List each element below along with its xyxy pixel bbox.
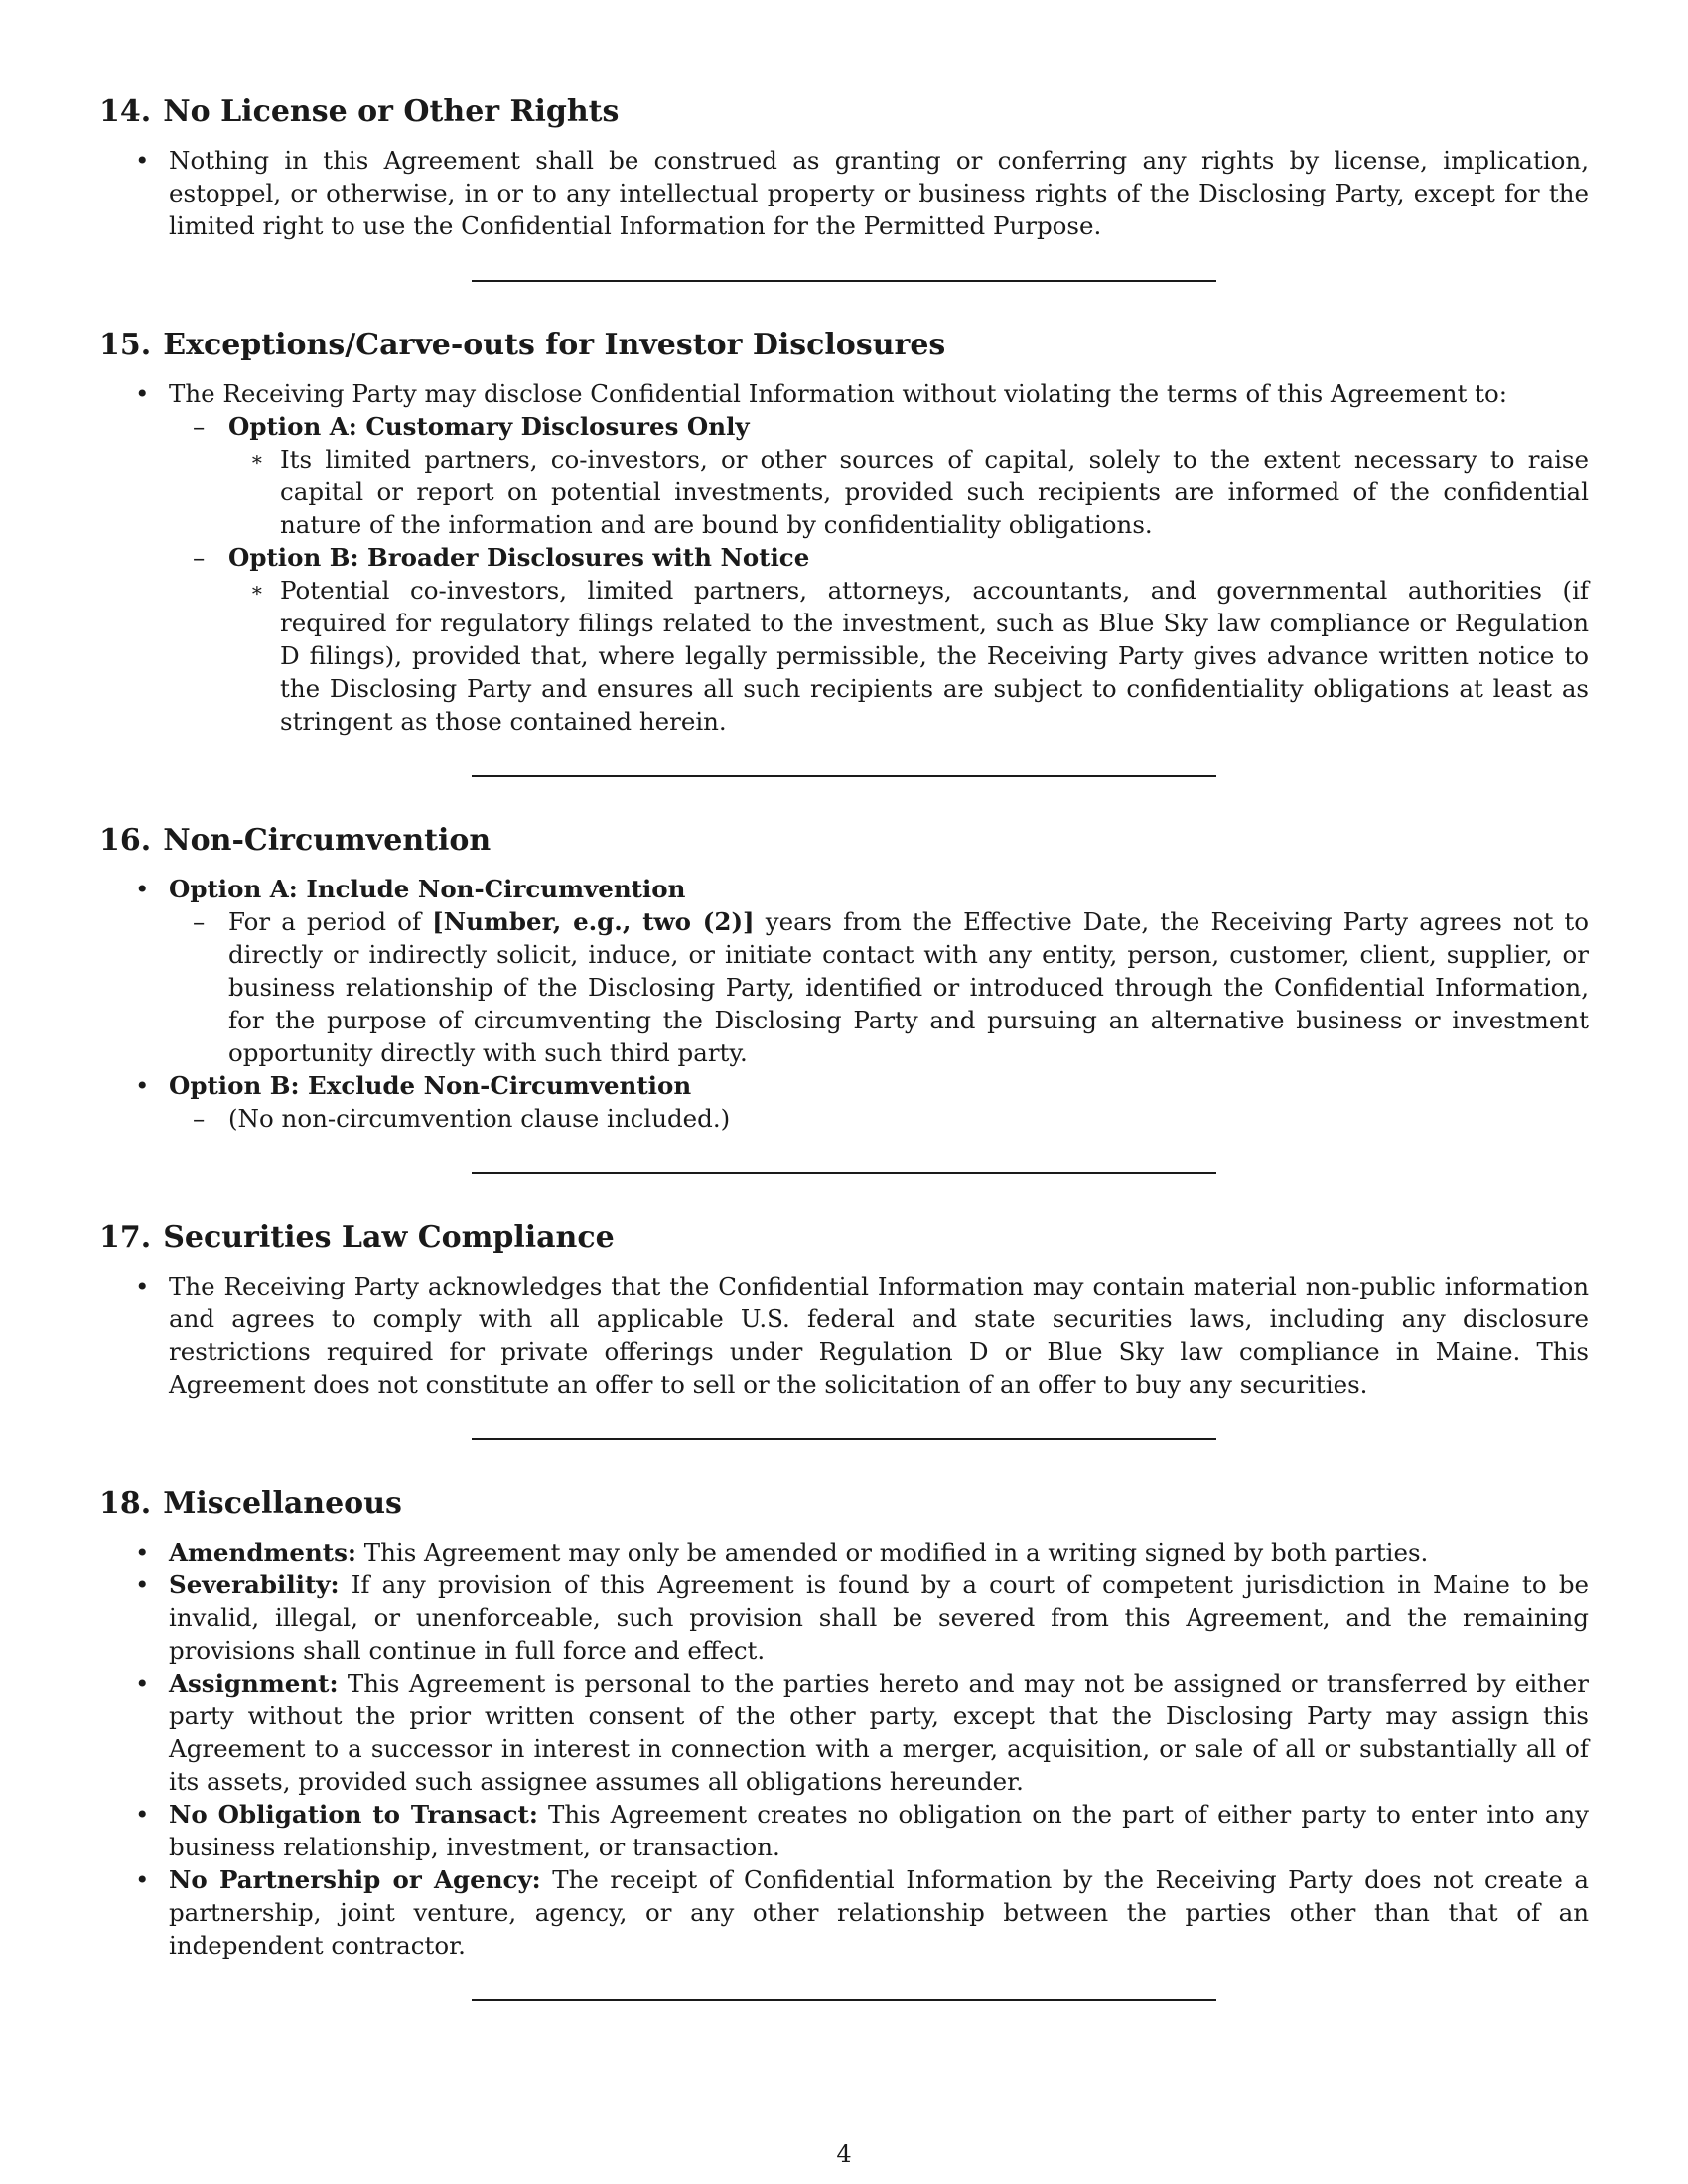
bullet-icon: • bbox=[135, 1865, 150, 1894]
list-item bbox=[99, 1069, 1589, 1135]
paragraph-text: years from the Effective Date, the Receiving Party agrees not to directly or indirectly solicit, induce, or initiate contact with any entity, person, customer, client, supplier, or business relationship of the Disclosing Party, identified or introduced through the Confidential Information, for the purpose of circumventing the Disclosing Party and pursuing an alternative business or investment opportunity directly with such third party. bbox=[228, 907, 1589, 1067]
paragraph-text: This Agreement is personal to the parties hereto and may not be assigned or transferred by either party without the prior written consent of the other party, except that the Disclosing Party may assign this Agreement to a successor in interest in connection with a merger, acquisition, or sale of all or substantially all of its assets, provided such assignee assumes all obligations hereunder. bbox=[169, 1669, 1589, 1796]
option-item bbox=[169, 410, 1589, 541]
item-label: Amendments: bbox=[169, 1538, 356, 1567]
list-item bbox=[99, 1863, 1589, 1962]
sub-item bbox=[169, 905, 1589, 1069]
section-number: 18. bbox=[99, 1486, 152, 1521]
list-item bbox=[99, 1667, 1589, 1798]
bullet-icon: • bbox=[135, 1669, 150, 1698]
section-heading bbox=[99, 823, 1589, 859]
list-item bbox=[99, 144, 1589, 242]
bullet-icon: • bbox=[135, 379, 150, 408]
list-item bbox=[99, 377, 1589, 738]
section-title: Non-Circumvention bbox=[163, 823, 492, 858]
item-label: Assignment: bbox=[169, 1669, 339, 1698]
paragraph-text: This Agreement may only be amended or modified in a writing signed by both parties. bbox=[355, 1538, 1429, 1567]
sub-item bbox=[228, 574, 1589, 738]
paragraph-text: Its limited partners, co-investors, or other sources of capital, solely to the extent necessary to raise capital or report on potential investments, provided such recipients are informed of the confidential nature of the information and are bound by confidentiality obligations. bbox=[280, 445, 1589, 539]
section-heading bbox=[99, 328, 1589, 363]
paragraph-text: If any provision of this Agreement is found by a court of competent jurisdiction in Maine to be invalid, illegal, or unenforceable, such provision shall be severed from this Agreement, and the remaining provisions shall continue in full force and effect. bbox=[169, 1570, 1589, 1665]
section-divider bbox=[472, 280, 1216, 282]
asterisk-icon: ∗ bbox=[250, 578, 264, 602]
paragraph-text: The receipt of Confidential Information by the Receiving Party does not create a partnership, joint venture, agency, or any other relationship between the parties other than that of an independent contractor. bbox=[169, 1865, 1590, 1960]
section-17 bbox=[99, 1220, 1589, 1401]
paragraph-text: Nothing in this Agreement shall be construed as granting or conferring any rights by license, implication, estoppel, or otherwise, in or to any intellectual property or business rights of the Disclosing Party, except for the limited right to use the Confidential Information for the Permitted Purpose. bbox=[169, 146, 1589, 240]
paragraph-text: The Receiving Party acknowledges that the Confidential Information may contain material non-public information and agrees to comply with all applicable U.S. federal and state securities laws, including any disclosure restrictions required for private offerings under Regulation D or Blue Sky law compliance in Maine. This Agreement does not constitute an offer to sell or the solicitation of an offer to buy any securities. bbox=[169, 1272, 1589, 1399]
asterisk-icon: ∗ bbox=[250, 447, 264, 471]
option-label: Option A: Customary Disclosures Only bbox=[228, 412, 750, 441]
dash-icon: – bbox=[193, 412, 206, 441]
dash-icon: – bbox=[193, 543, 206, 572]
option-label: Option B: Exclude Non-Circumvention bbox=[169, 1071, 692, 1100]
section-15 bbox=[99, 328, 1589, 738]
paragraph-text: Potential co-investors, limited partners, attorneys, accountants, and governmental authorities (if required for regulatory filings related to the investment, such as Blue Sky law compliance or Regulation D filings), provided that, where legally permissible, the Receiving Party gives advance written notice to the Disclosing Party and ensures all such recipients are subject to confidentiality obligations at least as stringent as those contained herein. bbox=[280, 576, 1589, 736]
list-item bbox=[99, 1270, 1589, 1401]
section-heading bbox=[99, 1220, 1589, 1256]
paragraph-text: (No non-circumvention clause included.) bbox=[228, 1104, 731, 1133]
placeholder-text: [Number, e.g., two (2)] bbox=[432, 907, 755, 936]
paragraph-text: This Agreement creates no obligation on the part of either party to enter into any business relationship, investment, or transaction. bbox=[169, 1800, 1589, 1861]
section-number: 15. bbox=[99, 328, 152, 362]
section-divider bbox=[472, 775, 1216, 777]
bullet-icon: • bbox=[135, 1538, 150, 1567]
dash-icon: – bbox=[193, 1104, 206, 1133]
section-title: Miscellaneous bbox=[163, 1486, 402, 1521]
section-divider bbox=[472, 1438, 1216, 1440]
bullet-icon: • bbox=[135, 1272, 150, 1300]
option-item bbox=[169, 541, 1589, 738]
section-title: No License or Other Rights bbox=[163, 94, 620, 129]
item-label: No Partnership or Agency: bbox=[169, 1865, 541, 1894]
sub-item bbox=[169, 1102, 1589, 1135]
bullet-icon: • bbox=[135, 1570, 150, 1599]
section-number: 14. bbox=[99, 94, 152, 129]
section-divider bbox=[472, 1172, 1216, 1174]
section-title: Securities Law Compliance bbox=[163, 1220, 615, 1255]
section-divider bbox=[472, 1999, 1216, 2001]
option-label: Option A: Include Non-Circumvention bbox=[169, 875, 686, 903]
section-number: 16. bbox=[99, 823, 152, 858]
sub-item bbox=[228, 443, 1589, 541]
document-page bbox=[99, 94, 1589, 2047]
section-16 bbox=[99, 823, 1589, 1135]
paragraph-text: The Receiving Party may disclose Confidential Information without violating the terms of this Agreement to: bbox=[169, 379, 1508, 408]
bullet-icon: • bbox=[135, 1800, 150, 1829]
list-item bbox=[99, 1798, 1589, 1863]
bullet-icon: • bbox=[135, 1071, 150, 1100]
bullet-icon: • bbox=[135, 875, 150, 903]
list-item bbox=[99, 873, 1589, 1069]
page-number: 4 bbox=[836, 2140, 852, 2168]
section-title: Exceptions/Carve-outs for Investor Disclosures bbox=[163, 328, 946, 362]
item-label: No Obligation to Transact: bbox=[169, 1800, 538, 1829]
list-item bbox=[99, 1569, 1589, 1667]
section-18 bbox=[99, 1486, 1589, 1962]
section-heading bbox=[99, 94, 1589, 130]
paragraph-text: For a period of bbox=[228, 907, 433, 936]
option-label: Option B: Broader Disclosures with Notice bbox=[228, 543, 810, 572]
dash-icon: – bbox=[193, 907, 206, 936]
section-number: 17. bbox=[99, 1220, 152, 1255]
list-item bbox=[99, 1536, 1589, 1569]
item-label: Severability: bbox=[169, 1570, 340, 1599]
section-14 bbox=[99, 94, 1589, 242]
section-heading bbox=[99, 1486, 1589, 1522]
bullet-icon: • bbox=[135, 146, 150, 175]
